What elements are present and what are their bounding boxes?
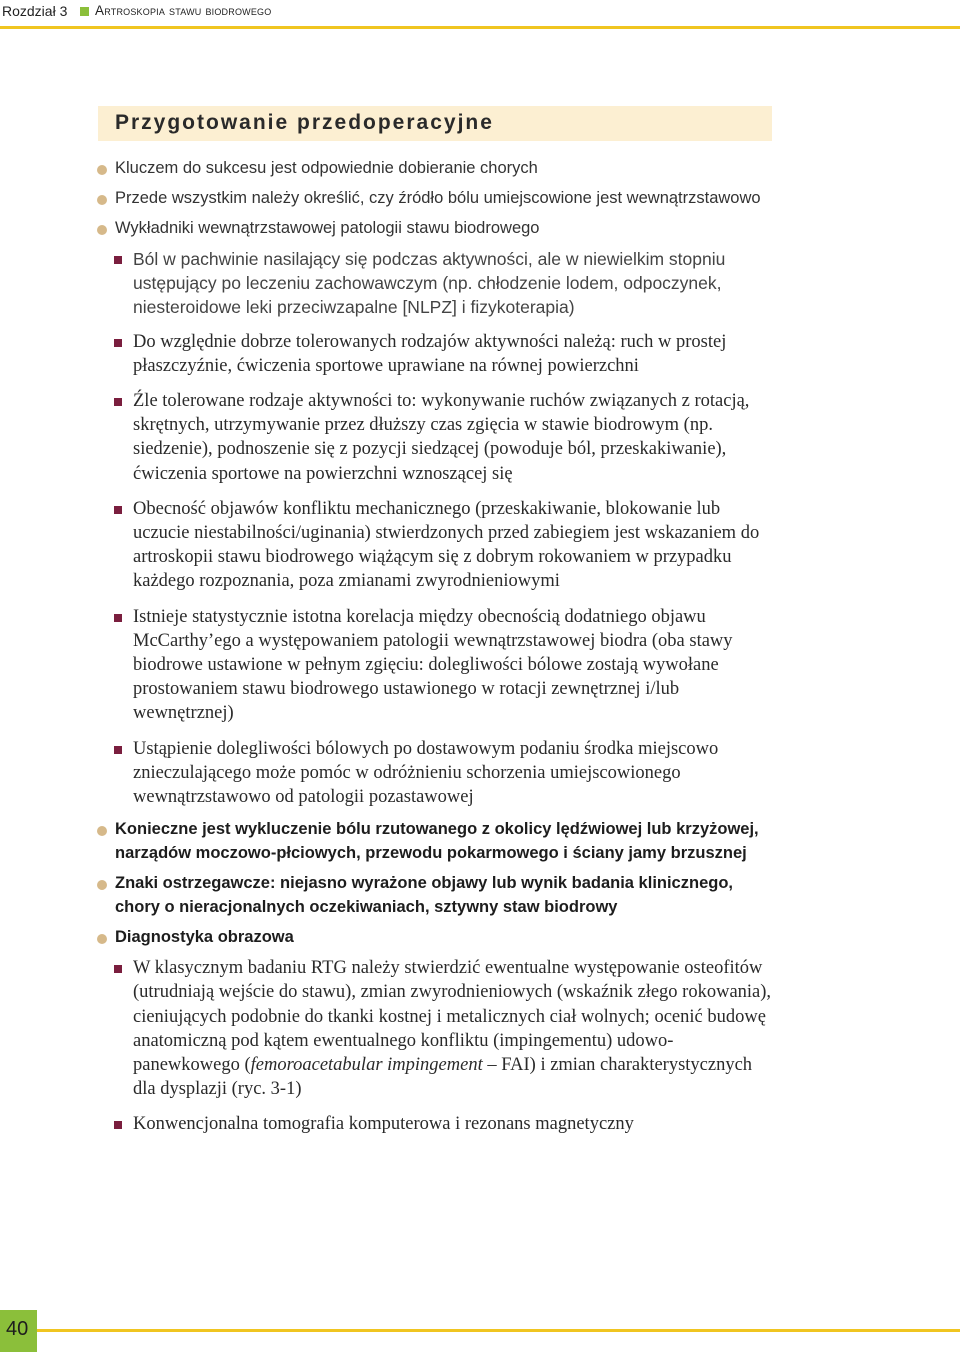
list-item-text: Przede wszystkim należy określić, czy źródło bólu umiejscowione jest wewnątrzstawowo (115, 189, 761, 207)
list-item-text: Kluczem do sukcesu jest odpowiednie dobieranie chorych (115, 159, 538, 177)
bullet-square-icon (114, 965, 122, 973)
bullet-dot-icon (97, 934, 107, 944)
list-item (97, 216, 777, 240)
section-heading-bar (98, 106, 772, 141)
list-item (97, 925, 777, 949)
bullet-square-icon (114, 339, 122, 347)
sub-list-item-text-start: W klasycznym badaniu RTG należy stwierdzić ewentualne występowanie osteofitów (utrudniają wejście do stawu), zmian zwyrodnieniowych (wskaźnik złego rokowania), cieniujących podobnie do tkanki kostnej i metalicznych ciał wolnych; ocenić budowę anatomiczną pod kątem ewentualnego konfliktu (impingementu) udowo-panewkowego ( (133, 958, 772, 1076)
sub-list-item (97, 497, 777, 594)
chapter-label: Rozdział 3 (2, 3, 68, 19)
page-number: 40 (6, 1318, 29, 1340)
bullet-dot-icon (97, 195, 107, 205)
sub-list-item-text-end: – FAI) i zmian charakterystycznych dla dysplazji (ryc. 3-1) (133, 1055, 753, 1100)
list-item-text: Wykładniki wewnątrzstawowej patologii stawu biodrowego (115, 219, 540, 237)
bullet-square-icon (114, 746, 122, 754)
page-number-box (0, 1310, 37, 1352)
sub-list-item (97, 330, 777, 378)
chapter-topic: Artroskopia stawu biodrowego (95, 3, 272, 18)
list-item-text: Konieczne jest wykluczenie bólu rzutowanego z okolicy lędźwiowej lub krzyżowej, narządów moczowo-płciowych, przewodu pokarmowego i ściany jamy brzusznej (115, 820, 759, 863)
sub-list-item-text: Do względnie dobrze tolerowanych rodzajów aktywności należą: ruch w prostej płaszczyźnie, ćwiczenia sportowe uprawiane na równej powierzchni (133, 331, 727, 376)
footer-rule (37, 1329, 960, 1332)
list-item (97, 817, 777, 865)
bullet-square-icon (114, 1121, 122, 1129)
bullet-square-icon (114, 506, 122, 514)
sub-list-item-text: Konwencjonalna tomografia komputerowa i rezonans magnetyczny (133, 1114, 634, 1135)
sub-list-item-text: Obecność objawów konfliktu mechanicznego (przeskakiwanie, blokowanie lub uczucie niestabilności/uginania) stwierdzonych przed zabiegiem jest wskazaniem do artroskopii stawu biodrowego wiążącym się z dobrym rokowaniem w przypadku każdego rozpoznania, poza zmianami zwyrodnieniowymi (133, 498, 760, 592)
bullet-dot-icon (97, 880, 107, 890)
sub-list-item-text: Ból w pachwinie nasilający się podczas aktywności, ale w niewielkim stopniu ustępujący po leczeniu zachowawczym (np. chłodzenie lodem, odpoczynek, niesteroidowe leki przeciwzapalne [NLPZ] i fizykoterapia) (133, 249, 726, 318)
list-item-text: Znaki ostrzegawcze: niejasno wyrażone objawy lub wynik badania klinicznego, chory o nieracjonalnych oczekiwaniach, sztywny staw biodrowy (115, 874, 733, 917)
sub-list-item (97, 1112, 777, 1136)
sub-list-item-text: Istnieje statystycznie istotna korelacja między obecnością dodatniego objawu McCarthy’ego a występowaniem patologii wewnątrzstawowej biodra (oba stawy biodrowe ustawione w pełnym zgięciu: dolegliwości bólowe zostają wywołane prostowaniem stawu biodrowego ustawionego w rotacji zewnętrznej i/lub wewnętrznej) (133, 606, 733, 724)
header-square-marker (80, 7, 89, 16)
bullet-square-icon (114, 256, 122, 264)
page-header (0, 0, 960, 28)
sub-list-item-text: Ustąpienie dolegliwości bólowych po dostawowym podaniu środka miejscowo znieczulającego może pomóc w odróżnieniu schorzenia umiejscowionego wewnątrzstawowo od patologii pozastawowej (133, 738, 719, 808)
bullet-dot-icon (97, 826, 107, 836)
bullet-square-icon (114, 398, 122, 406)
bullet-dot-icon (97, 165, 107, 175)
sub-list-item (97, 247, 777, 320)
sub-list-item-text: Źle tolerowane rodzaje aktywności to: wykonywanie ruchów związanych z rotacją, skrętnych, utrzymywanie przez dłuższy czas zgięcia w stawie biodrowym (np. siedzenie), podnoszenie się z pozycji siedzącej (powoduje ból, przeskakiwanie), ćwiczenia sportowe na powierzchni wznoszącej się (133, 391, 750, 484)
section-title: Przygotowanie przedoperacyjne (115, 111, 494, 134)
bullet-square-icon (114, 614, 122, 622)
header-rule (0, 26, 960, 29)
sub-list-item (97, 956, 777, 1101)
bullet-list (97, 156, 777, 1137)
sub-list-item (97, 389, 777, 486)
sub-list-item-italic-term: femoroacetabular impingement (250, 1055, 483, 1076)
sub-list-item (97, 605, 777, 726)
sub-list-item (97, 737, 777, 810)
list-item-text: Diagnostyka obrazowa (115, 928, 294, 947)
list-item (97, 871, 777, 919)
list-item (97, 186, 777, 210)
list-item (97, 156, 777, 180)
bullet-dot-icon (97, 225, 107, 235)
